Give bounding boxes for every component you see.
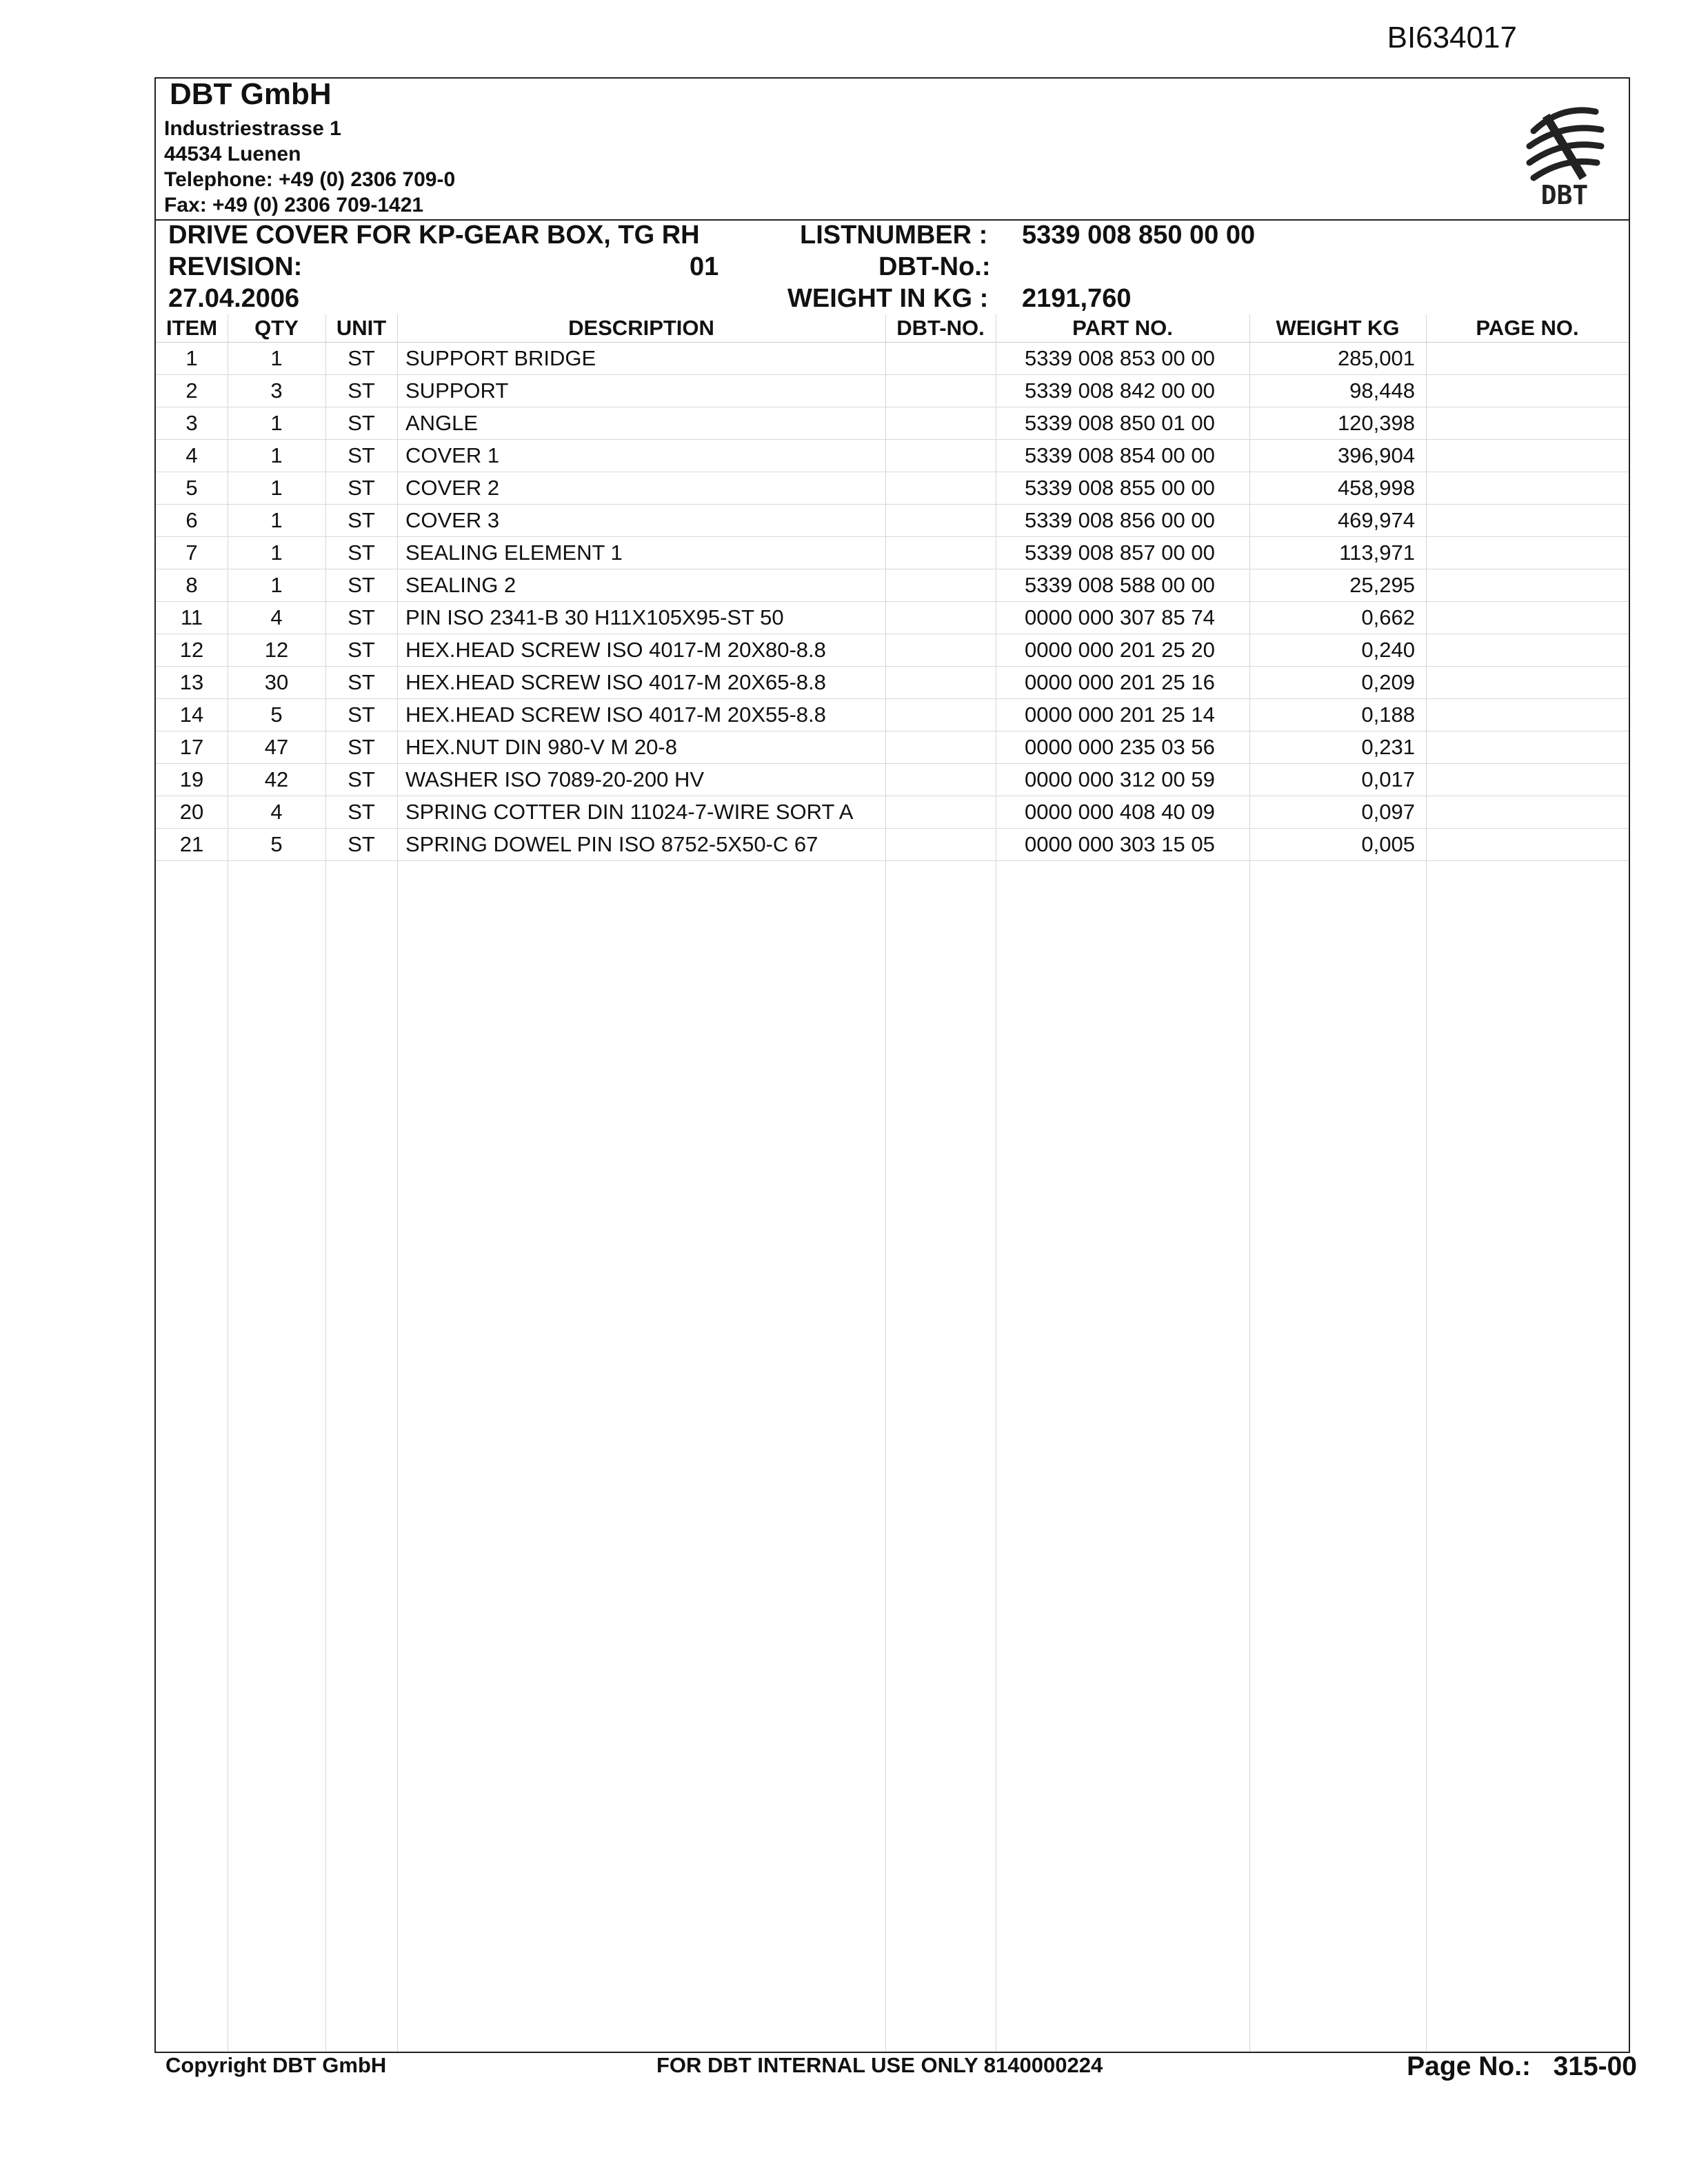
cell-dbt-no (885, 343, 996, 375)
column-header-unit: UNIT (325, 314, 397, 343)
table-row (156, 796, 1629, 829)
column-header-item: ITEM (156, 314, 228, 343)
cell-qty: 3 (228, 375, 325, 407)
cell-dbt-no (885, 569, 996, 602)
cell-page-no (1426, 407, 1629, 440)
cell-part-no: 5339 008 853 00 00 (996, 343, 1249, 375)
cell-unit: ST (325, 537, 397, 569)
column-header-description: DESCRIPTION (397, 314, 885, 343)
cell-weight: 0,240 (1249, 634, 1426, 667)
revision-value: 01 (690, 252, 719, 281)
cell-part-no: 5339 008 856 00 00 (996, 505, 1249, 537)
cell-qty: 1 (228, 440, 325, 472)
cell-part-no: 0000 000 312 00 59 (996, 764, 1249, 796)
table-row (156, 343, 1629, 375)
cell-item: 13 (156, 667, 228, 699)
cell-dbt-no (885, 407, 996, 440)
cell-weight: 98,448 (1249, 375, 1426, 407)
cell-part-no: 0000 000 201 25 16 (996, 667, 1249, 699)
cell-dbt-no (885, 602, 996, 634)
cell-item: 5 (156, 472, 228, 505)
cell-unit: ST (325, 440, 397, 472)
cell-weight: 458,998 (1249, 472, 1426, 505)
table-row (156, 764, 1629, 796)
company-name: DBT GmbH (170, 77, 332, 111)
table-row (156, 667, 1629, 699)
cell-weight: 25,295 (1249, 569, 1426, 602)
cell-item: 8 (156, 569, 228, 602)
cell-description: COVER 2 (397, 472, 885, 505)
cell-item: 3 (156, 407, 228, 440)
company-block (154, 77, 1630, 221)
table-row (156, 440, 1629, 472)
table-row (156, 375, 1629, 407)
internal-use-notice: FOR DBT INTERNAL USE ONLY 8140000224 (656, 2053, 1103, 2077)
cell-qty: 5 (228, 699, 325, 731)
cell-unit: ST (325, 764, 397, 796)
cell-qty: 1 (228, 569, 325, 602)
cell-page-no (1426, 375, 1629, 407)
table-row (156, 537, 1629, 569)
cell-unit: ST (325, 472, 397, 505)
table-row (156, 634, 1629, 667)
cell-unit: ST (325, 634, 397, 667)
cell-page-no (1426, 440, 1629, 472)
cell-page-no (1426, 731, 1629, 764)
cell-page-no (1426, 796, 1629, 829)
table-body (156, 343, 1629, 861)
cell-item: 1 (156, 343, 228, 375)
cell-item: 12 (156, 634, 228, 667)
cell-item: 14 (156, 699, 228, 731)
cell-page-no (1426, 537, 1629, 569)
cell-qty: 1 (228, 407, 325, 440)
cell-item: 6 (156, 505, 228, 537)
cell-part-no: 0000 000 235 03 56 (996, 731, 1249, 764)
company-street: Industriestrasse 1 (164, 117, 341, 140)
cell-qty: 47 (228, 731, 325, 764)
cell-dbt-no (885, 699, 996, 731)
table-row (156, 569, 1629, 602)
cell-dbt-no (885, 634, 996, 667)
cell-item: 19 (156, 764, 228, 796)
cell-unit: ST (325, 829, 397, 861)
table-row (156, 602, 1629, 634)
cell-qty: 4 (228, 796, 325, 829)
dbt-logo-icon (1520, 98, 1609, 208)
cell-part-no: 5339 008 857 00 00 (996, 537, 1249, 569)
cell-page-no (1426, 569, 1629, 602)
list-date: 27.04.2006 (168, 284, 300, 313)
cell-dbt-no (885, 764, 996, 796)
cell-qty: 12 (228, 634, 325, 667)
document-id: BI634017 (1387, 21, 1517, 54)
page-number (1407, 2052, 1637, 2082)
cell-item: 17 (156, 731, 228, 764)
page-number-value: 315-00 (1553, 2052, 1637, 2081)
cell-qty: 1 (228, 537, 325, 569)
cell-dbt-no (885, 440, 996, 472)
cell-part-no: 0000 000 201 25 20 (996, 634, 1249, 667)
logo-text: DBT (1540, 180, 1589, 208)
dbt-no-label: DBT-No.: (878, 252, 991, 281)
cell-unit: ST (325, 796, 397, 829)
cell-page-no (1426, 829, 1629, 861)
cell-part-no: 5339 008 855 00 00 (996, 472, 1249, 505)
cell-unit: ST (325, 569, 397, 602)
cell-qty: 5 (228, 829, 325, 861)
cell-weight: 120,398 (1249, 407, 1426, 440)
cell-qty: 1 (228, 505, 325, 537)
cell-item: 20 (156, 796, 228, 829)
cell-page-no (1426, 602, 1629, 634)
cell-weight: 0,005 (1249, 829, 1426, 861)
company-city: 44534 Luenen (164, 143, 301, 165)
parts-table (156, 314, 1629, 861)
column-header-weight: WEIGHT KG (1249, 314, 1426, 343)
cell-weight: 285,001 (1249, 343, 1426, 375)
cell-unit: ST (325, 667, 397, 699)
table-row (156, 699, 1629, 731)
column-header-qty: QTY (228, 314, 325, 343)
cell-dbt-no (885, 796, 996, 829)
page-number-label: Page No.: (1407, 2052, 1531, 2081)
table-row (156, 505, 1629, 537)
cell-dbt-no (885, 375, 996, 407)
weight-value: 2191,760 (1022, 284, 1132, 313)
cell-dbt-no (885, 537, 996, 569)
cell-description: WASHER ISO 7089-20-200 HV (397, 764, 885, 796)
table-row (156, 472, 1629, 505)
cell-description: SEALING 2 (397, 569, 885, 602)
cell-dbt-no (885, 667, 996, 699)
listnumber-label: LISTNUMBER : (800, 221, 988, 250)
column-header-page-no: PAGE NO. (1426, 314, 1629, 343)
table-row (156, 731, 1629, 764)
cell-page-no (1426, 764, 1629, 796)
cell-unit: ST (325, 731, 397, 764)
cell-unit: ST (325, 407, 397, 440)
copyright-notice: Copyright DBT GmbH (165, 2053, 387, 2077)
cell-description: ANGLE (397, 407, 885, 440)
cell-item: 21 (156, 829, 228, 861)
cell-unit: ST (325, 602, 397, 634)
cell-page-no (1426, 343, 1629, 375)
cell-unit: ST (325, 699, 397, 731)
cell-part-no: 0000 000 201 25 14 (996, 699, 1249, 731)
cell-page-no (1426, 667, 1629, 699)
cell-description: HEX.NUT DIN 980-V M 20-8 (397, 731, 885, 764)
cell-weight: 0,017 (1249, 764, 1426, 796)
column-header-part-no: PART NO. (996, 314, 1249, 343)
parts-list (156, 314, 1629, 861)
cell-description: SPRING COTTER DIN 11024-7-WIRE SORT A (397, 796, 885, 829)
cell-item: 7 (156, 537, 228, 569)
cell-weight: 396,904 (1249, 440, 1426, 472)
cell-page-no (1426, 472, 1629, 505)
cell-weight: 0,209 (1249, 667, 1426, 699)
cell-weight: 0,231 (1249, 731, 1426, 764)
table-row (156, 407, 1629, 440)
cell-part-no: 5339 008 588 00 00 (996, 569, 1249, 602)
cell-dbt-no (885, 829, 996, 861)
cell-dbt-no (885, 731, 996, 764)
cell-qty: 1 (228, 343, 325, 375)
cell-dbt-no (885, 472, 996, 505)
table-row (156, 829, 1629, 861)
cell-qty: 30 (228, 667, 325, 699)
cell-description: COVER 1 (397, 440, 885, 472)
cell-dbt-no (885, 505, 996, 537)
cell-description: SUPPORT (397, 375, 885, 407)
cell-weight: 0,097 (1249, 796, 1426, 829)
company-fax: Fax: +49 (0) 2306 709-1421 (164, 194, 424, 216)
list-title: DRIVE COVER FOR KP-GEAR BOX, TG RH (168, 221, 700, 250)
cell-qty: 1 (228, 472, 325, 505)
cell-page-no (1426, 634, 1629, 667)
cell-description: SUPPORT BRIDGE (397, 343, 885, 375)
column-header-dbt-no: DBT-NO. (885, 314, 996, 343)
cell-page-no (1426, 699, 1629, 731)
cell-part-no: 0000 000 408 40 09 (996, 796, 1249, 829)
cell-description: PIN ISO 2341-B 30 H11X105X95-ST 50 (397, 602, 885, 634)
cell-part-no: 0000 000 307 85 74 (996, 602, 1249, 634)
cell-weight: 113,971 (1249, 537, 1426, 569)
cell-description: SEALING ELEMENT 1 (397, 537, 885, 569)
cell-unit: ST (325, 505, 397, 537)
listnumber-value: 5339 008 850 00 00 (1022, 221, 1256, 250)
company-telephone: Telephone: +49 (0) 2306 709-0 (164, 168, 456, 191)
cell-description: HEX.HEAD SCREW ISO 4017-M 20X80-8.8 (397, 634, 885, 667)
cell-weight: 0,662 (1249, 602, 1426, 634)
cell-description: SPRING DOWEL PIN ISO 8752-5X50-C 67 (397, 829, 885, 861)
cell-weight: 0,188 (1249, 699, 1426, 731)
cell-item: 2 (156, 375, 228, 407)
cell-page-no (1426, 505, 1629, 537)
cell-part-no: 5339 008 854 00 00 (996, 440, 1249, 472)
cell-part-no: 5339 008 850 01 00 (996, 407, 1249, 440)
cell-description: HEX.HEAD SCREW ISO 4017-M 20X55-8.8 (397, 699, 885, 731)
cell-qty: 4 (228, 602, 325, 634)
cell-unit: ST (325, 375, 397, 407)
cell-part-no: 5339 008 842 00 00 (996, 375, 1249, 407)
cell-description: COVER 3 (397, 505, 885, 537)
cell-unit: ST (325, 343, 397, 375)
cell-qty: 42 (228, 764, 325, 796)
cell-item: 11 (156, 602, 228, 634)
cell-part-no: 0000 000 303 15 05 (996, 829, 1249, 861)
cell-weight: 469,974 (1249, 505, 1426, 537)
table-header-row (156, 314, 1629, 343)
cell-description: HEX.HEAD SCREW ISO 4017-M 20X65-8.8 (397, 667, 885, 699)
weight-label: WEIGHT IN KG : (787, 284, 989, 313)
revision-label: REVISION: (168, 252, 303, 281)
cell-item: 4 (156, 440, 228, 472)
